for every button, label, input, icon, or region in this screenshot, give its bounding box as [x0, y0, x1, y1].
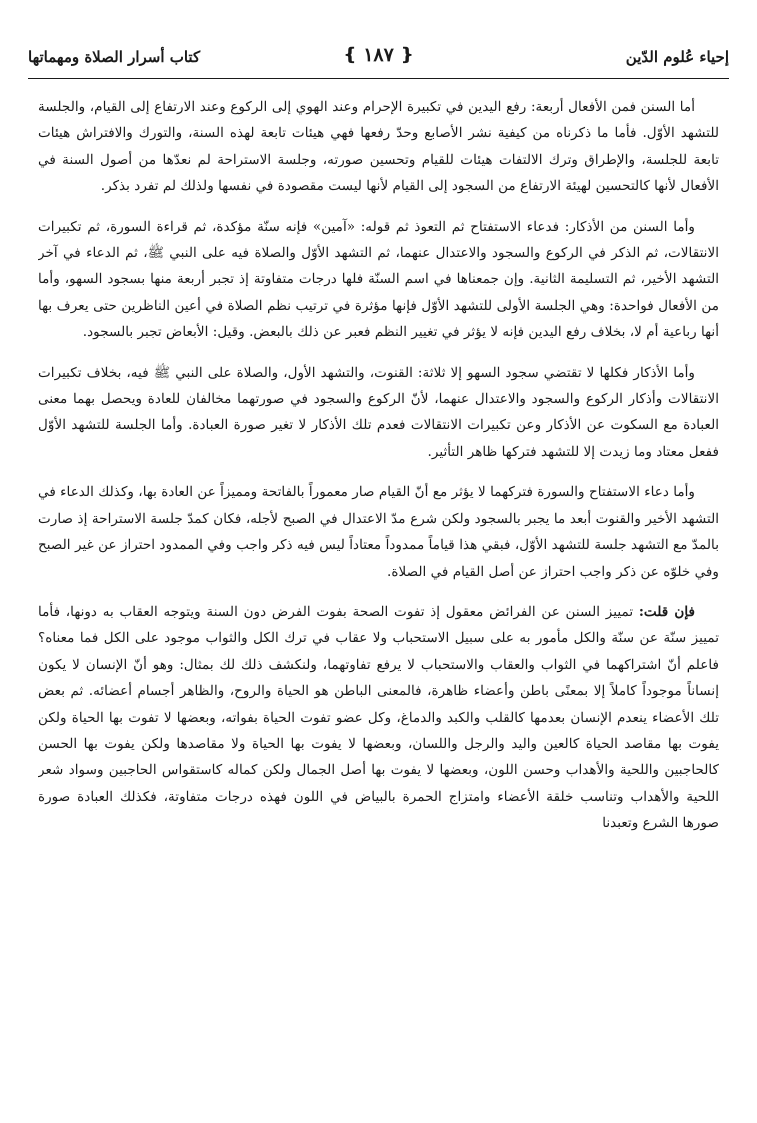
header-rule — [28, 78, 729, 79]
paragraph-1: أما السنن فمن الأفعال أربعة: رفع اليدين في تكبيرة الإحرام وعند الهوي إلى الركوع وعند الارتفاع إلى القيام، والجلسة للتشهد الأوّل. فأما ما ذكرناه من كيفية نشر الأصابع وحدّ رفعها فهي هيئات تابعة لهذه السنة، والتورك والافتراش هيئات تابعة للجلسة، والإطراق وترك الالتفات هيئات للقيام وتحسين صورته، وجلسة الاستراحة لم نعدّها من أصول السنة في الأفعال لأنها كالتحسين لهيئة الارتفاع من السجود إلى القيام لأنها ليست مقصودة في نفسها ولذلك لم تفرد بذكر. — [38, 99, 719, 195]
paragraph-3: وأما الأذكار فكلها لا تقتضي سجود السهو إلا ثلاثة: القنوت، والتشهد الأول، والصلاة على النبي ﷺ فيه، بخلاف تكبيرات الانتقالات وأذكار الركوع والسجود والاعتدال عنهما، لأنّ الركوع والسجود في صورتهما مخالفان للعادة ويحصل بهما معنى العبادة مع السكوت عن الأذكار وعن تكبيرات الانتقالات فعدم تلك الأذكار لا تغير صورة العبادة. وأما الجلسة للتشهد الأوّل ففعل معتاد وما زيدت إلا للتشهد فتركها ظاهر التأثير. — [38, 364, 719, 460]
chapter-title: كتاب أسرار الصلاة ومهماتها — [28, 48, 201, 66]
running-header — [28, 44, 729, 78]
page-number-box — [343, 44, 414, 66]
page-number: ١٨٧ — [363, 44, 394, 66]
text-body — [38, 94, 719, 1093]
paragraph-5-text: تمييز السنن عن الفرائض معقول إذ تفوت الصحة بفوت الفرض دون السنة ويتوجه العقاب به دونها، فأما تمييز سنّة عن سنّة والكل مأمور به على سبيل الاستحباب ولا عقاب في ترك الكل والثواب موجود على الكل فما معناه؟ فاعلم أنّ اشتراكهما في الثواب والعقاب والاستحباب لا يرفع تفاوتهما، ولنكشف ذلك لك بمثال: وهو أنّ الإنسان لا يكون إنساناً موجوداً كاملاً إلا بمعنًى باطن وأعضاء ظاهرة، فالمعنى الباطن هو الحياة والروح، والظاهر أجسام أعضائه. ثم بعض تلك الأعضاء ينعدم الإنسان بعدمها كالقلب والكبد والدماغ، وكل عضو تفوت الحياة بفواته، وبعضها لا تفوت بها الحياة ولكن يفوت بها مقاصد الحياة كالعين واليد والرجل واللسان، وبعضها لا يفوت بها الحياة ولا مقاصدها ولكن يفوت بها الحسن كالحاجبين واللحية والأهداب وحسن اللون، وبعضها لا يفوت بها أصل الجمال ولكن كماله كاستقواس الحاجبين وسواد شعر اللحية والأهداب وتناسب خلقة الأعضاء وامتزاج الحمرة بالبياض في اللون فهذه درجات متفاوتة، فكذلك العبادة صورة صورها الشرع وتعبدنا — [38, 603, 719, 832]
ornament-left-icon: ❴ — [342, 45, 358, 65]
paragraph-5-lead: فإن قلت: — [638, 603, 695, 620]
paragraph-2: وأما السنن من الأذكار: فدعاء الاستفتاح ثم التعوذ ثم قوله: «آمين» فإنه سنّة مؤكدة، ثم قراءة السورة، ثم تكبيرات الانتقالات، ثم الذكر في الركوع والسجود والاعتدال عنهما، ثم التشهد الأوّل والصلاة فيه على النبي ﷺ، ثم الدعاء في آخر التشهد الأخير، ثم التسليمة الثانية. وإن جمعناها في اسم السنّة فلها درجات متفاوتة إذ تجبر أربعة منها بسجود السهو، وأما من الأفعال فواحدة: وهي الجلسة الأولى للتشهد الأوّل فإنها مؤثرة في ترتيب نظم الصلاة في أعين الناظرين حتى يعرف بها أنها رباعية أم لا، بخلاف رفع اليدين فإنه لا يؤثر في تغيير النظم فعبر عن ذلك بالبعض. وقيل: الأبعاض تجبر بالسجود. — [38, 218, 719, 341]
paragraph-5 — [38, 599, 719, 837]
paragraph-4: وأما دعاء الاستفتاح والسورة فتركهما لا يؤثر مع أنّ القيام صار معموراً بالفاتحة ومميزاً عن العادة بها، وكذلك الدعاء في التشهد الأخير والقنوت أبعد ما يجبر بالسجود ولكن شرع مدّ الاعتدال في الصبح لأجله، فكان كمدّ جلسة الاستراحة إذ صارت بالمدّ مع التشهد جلسة للتشهد الأوّل، فبقي هذا قياماً ممدوداً معتاداً ليس فيه ذكر واجب وفي الممدود احتراز عن غير الصبح وفي خلوّه عن ذكر واجب احتراز عن أصل القيام في الصلاة. — [38, 484, 719, 580]
book-title: إحياء عُلوم الدّين — [625, 48, 729, 66]
ornament-right-icon: ❵ — [399, 45, 415, 65]
